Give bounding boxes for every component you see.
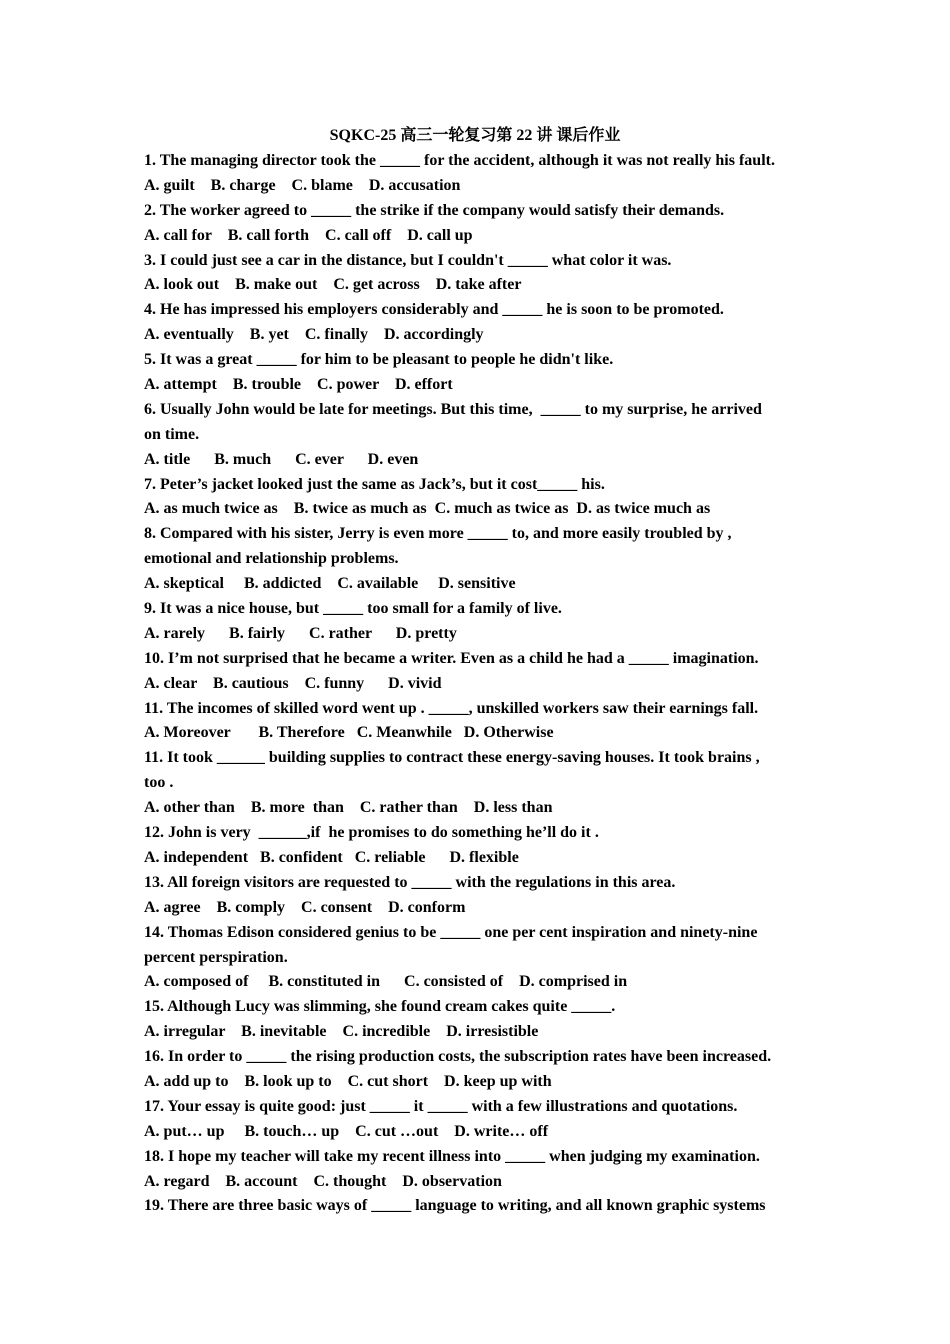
question-line-continued: too .: [144, 774, 174, 792]
question-line: 3. I could just see a car in the distance, but I couldn't _____ what color it was.: [144, 251, 672, 269]
question-line: 10. I’m not surprised that he became a writer. Even as a child he had a _____ imagination.: [144, 649, 759, 667]
question-line: 18. I hope my teacher will take my recent illness into _____ when judging my examination.: [144, 1147, 760, 1165]
options-line: A. rarely B. fairly C. rather D. pretty: [144, 624, 457, 642]
question-line: 4. He has impressed his employers considerably and _____ he is soon to be promoted.: [144, 301, 724, 319]
question-line: 8. Compared with his sister, Jerry is even more _____ to, and more easily troubled by ,: [144, 525, 732, 543]
question-line: 9. It was a nice house, but _____ too small for a family of live.: [144, 600, 562, 618]
options-line: A. independent B. confident C. reliable D. flexible: [144, 848, 519, 866]
options-line: A. agree B. comply C. consent D. conform: [144, 898, 466, 916]
question-line: 5. It was a great _____ for him to be pleasant to people he didn't like.: [144, 351, 614, 369]
question-line: 19. There are three basic ways of _____ language to writing, and all known graphic systems: [144, 1197, 766, 1215]
options-line: A. regard B. account C. thought D. observation: [144, 1172, 502, 1190]
options-line: A. clear B. cautious C. funny D. vivid: [144, 674, 442, 692]
options-line: A. guilt B. charge C. blame D. accusation: [144, 176, 461, 194]
question-line: 15. Although Lucy was slimming, she found cream cakes quite _____.: [144, 998, 616, 1016]
question-line: 16. In order to _____ the rising production costs, the subscription rates have been increased.: [144, 1048, 772, 1066]
options-line: A. as much twice as B. twice as much as C. much as twice as D. as twice much as: [144, 500, 711, 518]
options-line: A. title B. much C. ever D. even: [144, 450, 419, 468]
question-line-continued: emotional and relationship problems.: [144, 550, 399, 568]
question-line: 7. Peter’s jacket looked just the same as Jack’s, but it cost_____ his.: [144, 475, 605, 493]
options-line: A. put… up B. touch… up C. cut …out D. write… off: [144, 1122, 549, 1140]
options-line: A. call for B. call forth C. call off D. call up: [144, 226, 473, 244]
options-line: A. other than B. more than C. rather than D. less than: [144, 799, 553, 817]
question-line: 2. The worker agreed to _____ the strike if the company would satisfy their demands.: [144, 201, 725, 219]
document-body: [144, 149, 808, 1219]
question-line-continued: on time.: [144, 425, 200, 443]
question-line: 13. All foreign visitors are requested to _____ with the regulations in this area.: [144, 873, 676, 891]
options-line: A. attempt B. trouble C. power D. effort: [144, 376, 453, 394]
question-line: 12. John is very ______,if he promises to do something he’ll do it .: [144, 824, 599, 842]
question-line: 11. The incomes of skilled word went up . _____, unskilled workers saw their earnings fall.: [144, 699, 759, 717]
question-line: 14. Thomas Edison considered genius to be _____ one per cent inspiration and ninety-nine: [144, 923, 758, 941]
question-line: 11. It took ______ building supplies to contract these energy-saving houses. It took brains ,: [144, 749, 760, 767]
options-line: A. Moreover B. Therefore C. Meanwhile D. Otherwise: [144, 724, 554, 742]
question-line-continued: percent perspiration.: [144, 948, 288, 966]
options-line: A. eventually B. yet C. finally D. accordingly: [144, 326, 484, 344]
options-line: A. composed of B. constituted in C. consisted of D. comprised in: [144, 973, 628, 991]
question-line: 6. Usually John would be late for meetings. But this time, _____ to my surprise, he arrived: [144, 400, 762, 418]
options-line: A. look out B. make out C. get across D. take after: [144, 276, 522, 294]
options-line: A. skeptical B. addicted C. available D. sensitive: [144, 575, 516, 593]
options-line: A. add up to B. look up to C. cut short D. keep up with: [144, 1072, 552, 1090]
question-line: 17. Your essay is quite good: just _____ it _____ with a few illustrations and quotations.: [144, 1097, 738, 1115]
options-line: A. irregular B. inevitable C. incredible D. irresistible: [144, 1023, 539, 1041]
question-line: 1. The managing director took the _____ for the accident, although it was not really his fault.: [144, 152, 775, 169]
document-title: SQKC-25 高三一轮复习第 22 讲 课后作业: [329, 127, 621, 144]
